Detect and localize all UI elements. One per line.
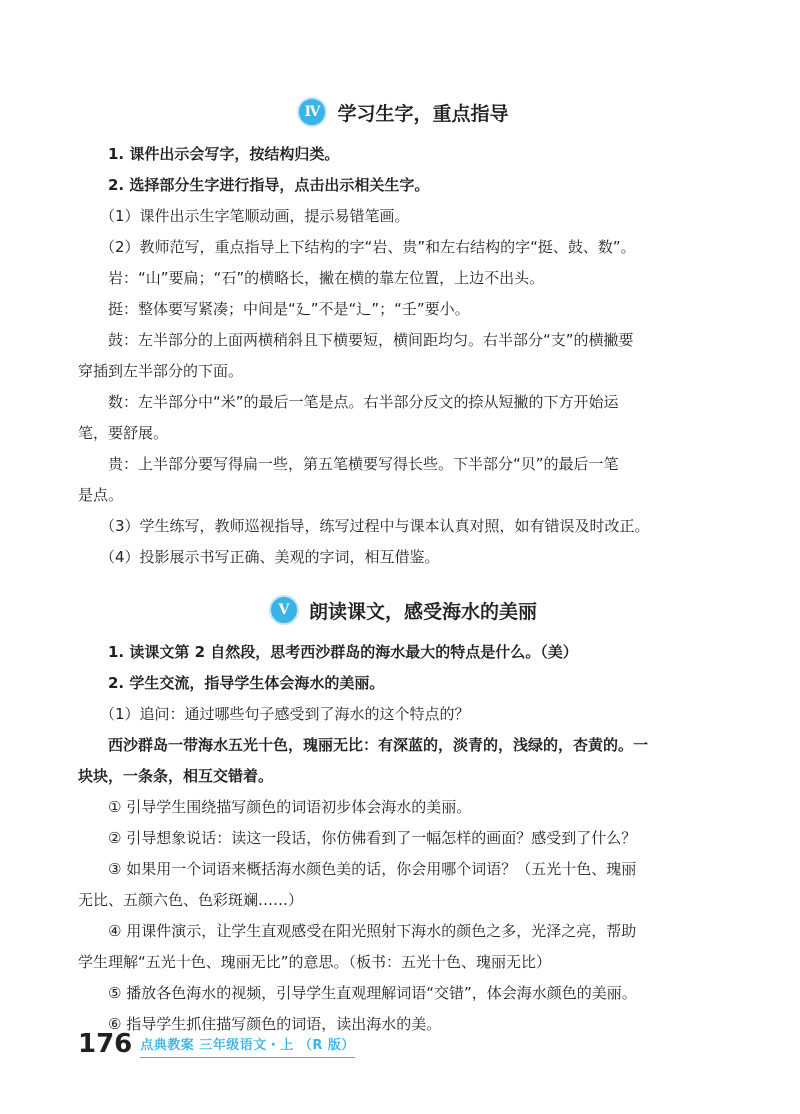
paragraph-line: 岩：“山”要扁；“石”的横略长，撇在横的靠左位置，上边不出头。	[108, 269, 545, 287]
paragraph-line: 1. 读课文第 2 自然段，思考西沙群岛的海水最大的特点是什么。（美）	[108, 643, 578, 661]
paragraph-line: ④ 用课件演示，让学生直观感受在阳光照射下海水的颜色之多，光泽之亮，帮助	[108, 922, 637, 940]
paragraph-line: 无比、五颜六色、色彩斑斓……）	[78, 891, 304, 909]
paragraph-line: 穿插到左半部分的下面。	[78, 362, 244, 380]
paragraph-line: （4）投影展示书写正确、美观的字词，相互借鉴。	[100, 548, 440, 566]
paragraph-line: 是点。	[78, 486, 124, 504]
paragraph-line: （3）学生练写，教师巡视指导，练写过程中与课本认真对照，如有错误及时改正。	[100, 517, 650, 535]
paragraph-line: 笔，要舒展。	[78, 424, 169, 442]
section-title: 学习生字，重点指导	[337, 102, 509, 125]
paragraph-line: （1）课件出示生字笔顺动画，提示易错笔画。	[100, 207, 410, 225]
paragraph-line: ① 引导学生围绕描写颜色的词语初步体会海水的美丽。	[108, 798, 472, 816]
paragraph-line: （1）追问：通过哪些句子感受到了海水的这个特点的？	[100, 705, 470, 723]
section-heading-5	[78, 593, 728, 627]
page-number: 176	[78, 1029, 133, 1059]
roman-numeral-badge: Ⅳ	[297, 97, 327, 127]
paragraph-line: 1. 课件出示会写字，按结构归类。	[108, 145, 340, 163]
paragraph-line: ③ 如果用一个词语来概括海水颜色美的话，你会用哪个词语？（五光十色、瑰丽	[108, 860, 637, 878]
paragraph-line: ⑥ 指导学生抓住描写颜色的词语，读出海水的美。	[108, 1015, 442, 1033]
paragraph-line: 贵：上半部分要写得扁一些，第五笔横要写得长些。下半部分“贝”的最后一笔	[108, 455, 619, 473]
book-info: 点典教案 三年级语文・上 （R 版）	[140, 1037, 355, 1058]
section-title: 朗读课文，感受海水的美丽	[308, 600, 537, 623]
paragraph-line: 2. 选择部分生字进行指导，点击出示相关生字。	[108, 176, 430, 194]
section-heading-4	[78, 95, 728, 129]
roman-numeral-badge: Ⅴ	[269, 595, 299, 625]
paragraph-line: 2. 学生交流，指导学生体会海水的美丽。	[108, 674, 385, 692]
paragraph-line: （2）教师范写，重点指导上下结构的字“岩、贵”和左右结构的字“挺、鼓、数”。	[100, 238, 636, 256]
paragraph-line: 挺：整体要写紧凑；中间是“廴”不是“辶”；“壬”要小。	[108, 300, 470, 318]
paragraph-line: 学生理解“五光十色、瑰丽无比”的意思。（板书：五光十色、瑰丽无比）	[78, 953, 552, 971]
page-content	[78, 95, 728, 1040]
paragraph-line: 数：左半部分中“米”的最后一笔是点。右半部分反文的捺从短撇的下方开始运	[108, 393, 619, 411]
quoted-text-line: 西沙群岛一带海水五光十色，瑰丽无比：有深蓝的，淡青的，浅绿的，杏黄的。一	[108, 736, 649, 754]
paragraph-line: 鼓：左半部分的上面两横稍斜且下横要短，横间距均匀。右半部分“支”的横撇要	[108, 331, 634, 349]
page-footer	[78, 1030, 355, 1058]
quoted-text-line: 块块，一条条，相互交错着。	[78, 767, 274, 785]
paragraph-line: ⑤ 播放各色海水的视频，引导学生直观理解词语“交错”，体会海水颜色的美丽。	[108, 984, 637, 1002]
paragraph-line: ② 引导想象说话：读这一段话，你仿佛看到了一幅怎样的画面？感受到了什么？	[108, 829, 637, 847]
